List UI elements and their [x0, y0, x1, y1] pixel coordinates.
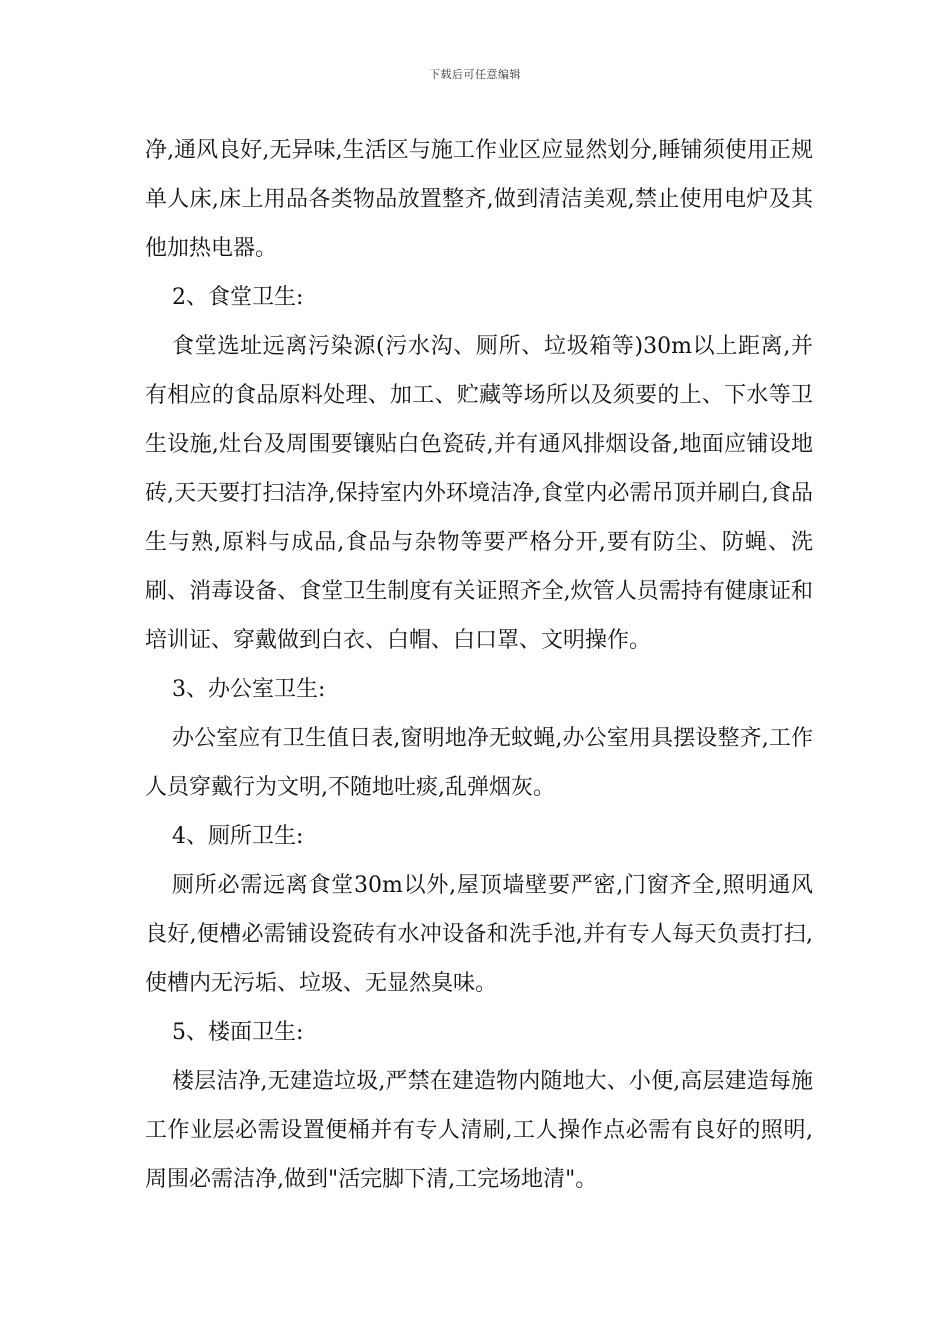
- heading-floor-hygiene: 5、楼面卫生:: [172, 1020, 304, 1045]
- paragraph-dormitory-continued: 净,通风良好,无异味,生活区与施工作业区应显然划分,睡铺须使用正规单人床,床上用品各类物品放置整齐,做到清洁美观,禁止使用电炉及其他加热电器。: [145, 138, 813, 261]
- heading-toilet-hygiene: 4、厕所卫生:: [172, 824, 304, 849]
- paragraph-office-hygiene: 办公室应有卫生值日表,窗明地净无蚊蝇,办公室用具摆设整齐,工作人员穿戴行为文明,不随地吐痰,乱弹烟灰。: [145, 726, 813, 800]
- paragraph-floor-hygiene: 楼层洁净,无建造垃圾,严禁在建造物内随地大、小便,高层建造每施工作业层必需设置便桶并有专人清刷,工人操作点必需有良好的照明,周围必需洁净,做到"活完脚下清,工完场地清"。: [145, 1069, 813, 1192]
- document-body: [145, 126, 813, 1204]
- heading-canteen-hygiene: 2、食堂卫生:: [172, 285, 304, 310]
- header-note: 下载后可任意编辑: [429, 68, 521, 81]
- paragraph-toilet-hygiene: 厕所必需远离食堂30m以外,屋顶墙壁要严密,门窗齐全,照明通风良好,便槽必需铺设瓷砖有水冲设备和洗手池,并有专人每天负责打扫,使槽内无污垢、垃圾、无显然臭味。: [145, 873, 813, 996]
- paragraph-canteen-hygiene: 食堂选址远离污染源(污水沟、厕所、垃圾箱等)30m以上距离,并有相应的食品原料处理、加工、贮藏等场所以及须要的上、下水等卫生设施,灶台及周围要镶贴白色瓷砖,并有通风排烟设备,地面应铺设地砖,天天要打扫洁净,保持室内外环境洁净,食堂内必需吊顶并刷白,食品生与熟,原料与成品,食品与杂物等要严格分开,要有防尘、防蝇、洗刷、消毒设备、食堂卫生制度有关证照齐全,炊管人员需持有健康证和培训证、穿戴做到白衣、白帽、白口罩、文明操作。: [145, 334, 813, 653]
- heading-office-hygiene: 3、办公室卫生:: [172, 677, 326, 702]
